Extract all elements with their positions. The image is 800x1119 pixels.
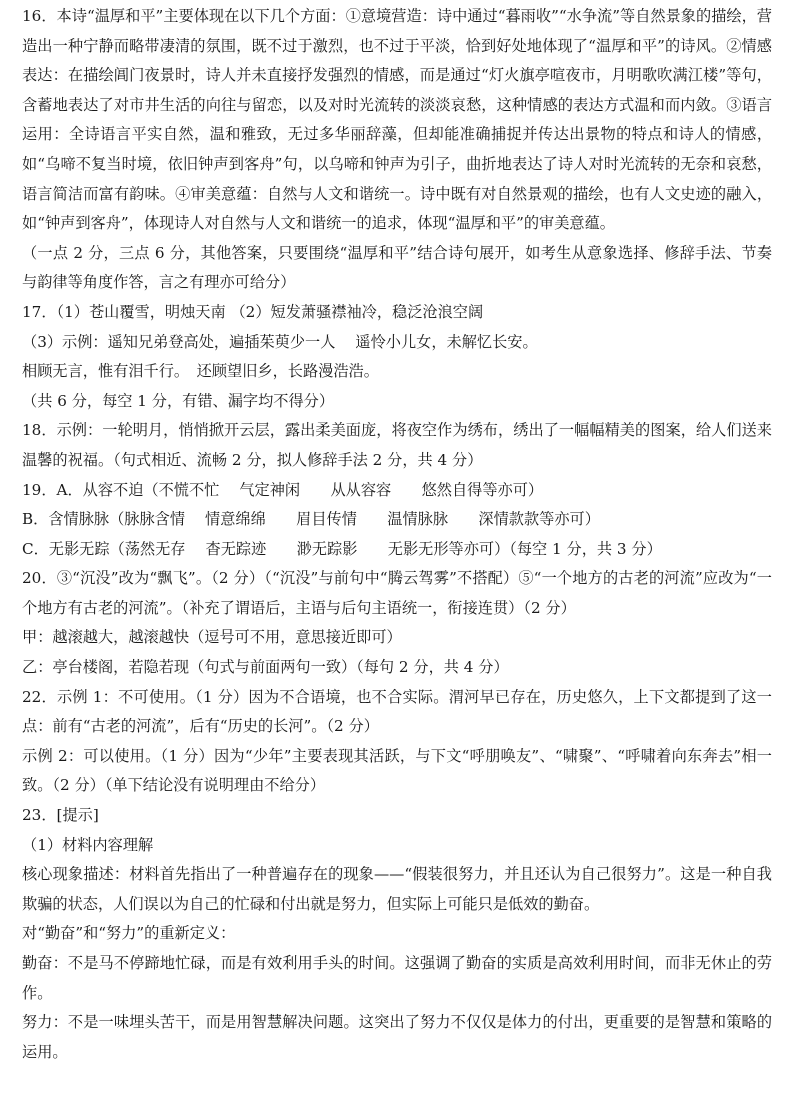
answer-23-heading: 23．[提示] [22,806,99,825]
answer-17-scoring: （共 6 分，每空 1 分，有错、漏字均不得分） [22,391,335,410]
answer-16-scoring: （一点 2 分，三点 6 分，其他答案，只要围绕“温厚和平”结合诗句展开，如考生从意象选择、修辞手法、节奏与韵律等角度作答，言之有理亦可给分） [22,243,772,292]
answer-23-core-phenomenon: 核心现象描述：材料首先指出了一种普遍存在的现象——“假装很努力，并且还认为自己很努力”。这是一种自我欺骗的状态，人们误以为自己的忙碌和付出就是努力，但实际上可能只是低效的勤奋。 [22,865,772,913]
answer-23-effort: 努力：不是一味埋头苦干，而是用智慧解决问题。这突出了努力不仅仅是体力的付出，更重要的是智慧和策略的运用。 [22,1013,772,1061]
answer-23-redefinition: 对“勤奋”和“努力”的重新定义： [22,924,236,943]
answer-19-b: B．含情脉脉（脉脉含情 情意绵绵 眉目传情 温情脉脉 深情款款等亦可） [22,510,600,529]
answer-23-diligence: 勤奋：不是马不停蹄地忙碌，而是有效利用手头的时间。这强调了勤奋的实质是高效利用时间，而非无休止的劳作。 [22,954,772,1002]
answer-19-c: C．无影无踪（荡然无存 杳无踪迹 渺无踪影 无影无形等亦可）（每空 1 分，共 3 分） [22,539,662,558]
answer-22-example2: 示例 2：可以使用。（1 分）因为“少年”主要表现其活跃，与下文“呼朋唤友”、“啸聚”、“呼啸着向东奔去”相一致。（2 分）（单下结论没有说明理由不给分） [22,746,772,795]
answer-18: 18．示例：一轮明月，悄悄掀开云层，露出柔美面庞，将夜空作为绣布，绣出了一幅幅精美的图案，给人们送来温馨的祝福。（句式相近、流畅 2 分，拟人修辞手法 2 分，共 4 分） [22,421,772,469]
answer-17-part3-line2: 相顾无言，惟有泪千行。 还顾望旧乡，长路漫浩浩。 [22,362,379,381]
answer-21-yi: 乙：亭台楼阁，若隐若现（句式与前面两句一致）（每句 2 分，共 4 分） [22,658,509,677]
answer-20: 20．③“沉没”改为“飘飞”。（2 分）（“沉没”与前句中“腾云驾雾”不搭配）⑤“一个地方的古老的河流”应改为“一个地方有古老的河流”。（补充了谓语后，主语与后句主语统一，衔接连贯）（2 分） [22,569,772,617]
answer-21-jia: 甲：越滚越大，越滚越快（逗号可不用，意思接近即可） [22,628,402,647]
answer-16: 16．本诗“温厚和平”主要体现在以下几个方面：①意境营造：诗中通过“暮雨收”“水争流”等自然景象的描绘，营造出一种宁静而略带凄清的氛围，既不过于激烈，也不过于平淡，恰到好处地体现了“温厚和平”的诗风。②情感表达：在描绘阊门夜景时，诗人并未直接抒发强烈的情感，而是通过“灯火旗亭喧夜市，月明歌吹满江楼”等句，含蓄地表达了对市井生活的向往与留恋，以及对时光流转的淡淡哀愁，这种情感的表达方式温和而内敛。③语言运用：全诗语言平实自然，温和雅致，无过多华丽辞藻，但却能准确捕捉并传达出景物的特点和诗人的情感，如“乌啼不复当时境，依旧钟声到客舟”句，以乌啼和钟声为引子，曲折地表达了诗人对时光流转的无奈和哀愁，语言简洁而富有韵味。④审美意蕴：自然与人文和谐统一。诗中既有对自然景观的描绘，也有人文史迹的融入，如“钟声到客舟”，体现诗人对自然与人文和谐统一的追求，体现“温厚和平”的审美意蕴。 [22,7,772,233]
answer-23-subheading: （1）材料内容理解 [22,835,154,854]
answer-17-part1-2: 17．（1）苍山覆雪，明烛天南 （2）短发萧骚襟袖冷，稳泛沧浪空阔 [22,302,484,321]
answer-22-example1: 22．示例 1：不可使用。（1 分）因为不合语境，也不合实际。渭河早已存在，历史悠久，上下文都提到了这一点：前有“古老的河流”，后有“历史的长河”。（2 分） [22,687,772,736]
answer-19-a: 19．A．从容不迫（不慌不忙 气定神闲 从从容容 悠然自得等亦可） [22,480,544,499]
answer-17-part3-line1: （3）示例：遥知兄弟登高处，遍插茱萸少一人 遥怜小儿女，未解忆长安。 [22,332,538,351]
